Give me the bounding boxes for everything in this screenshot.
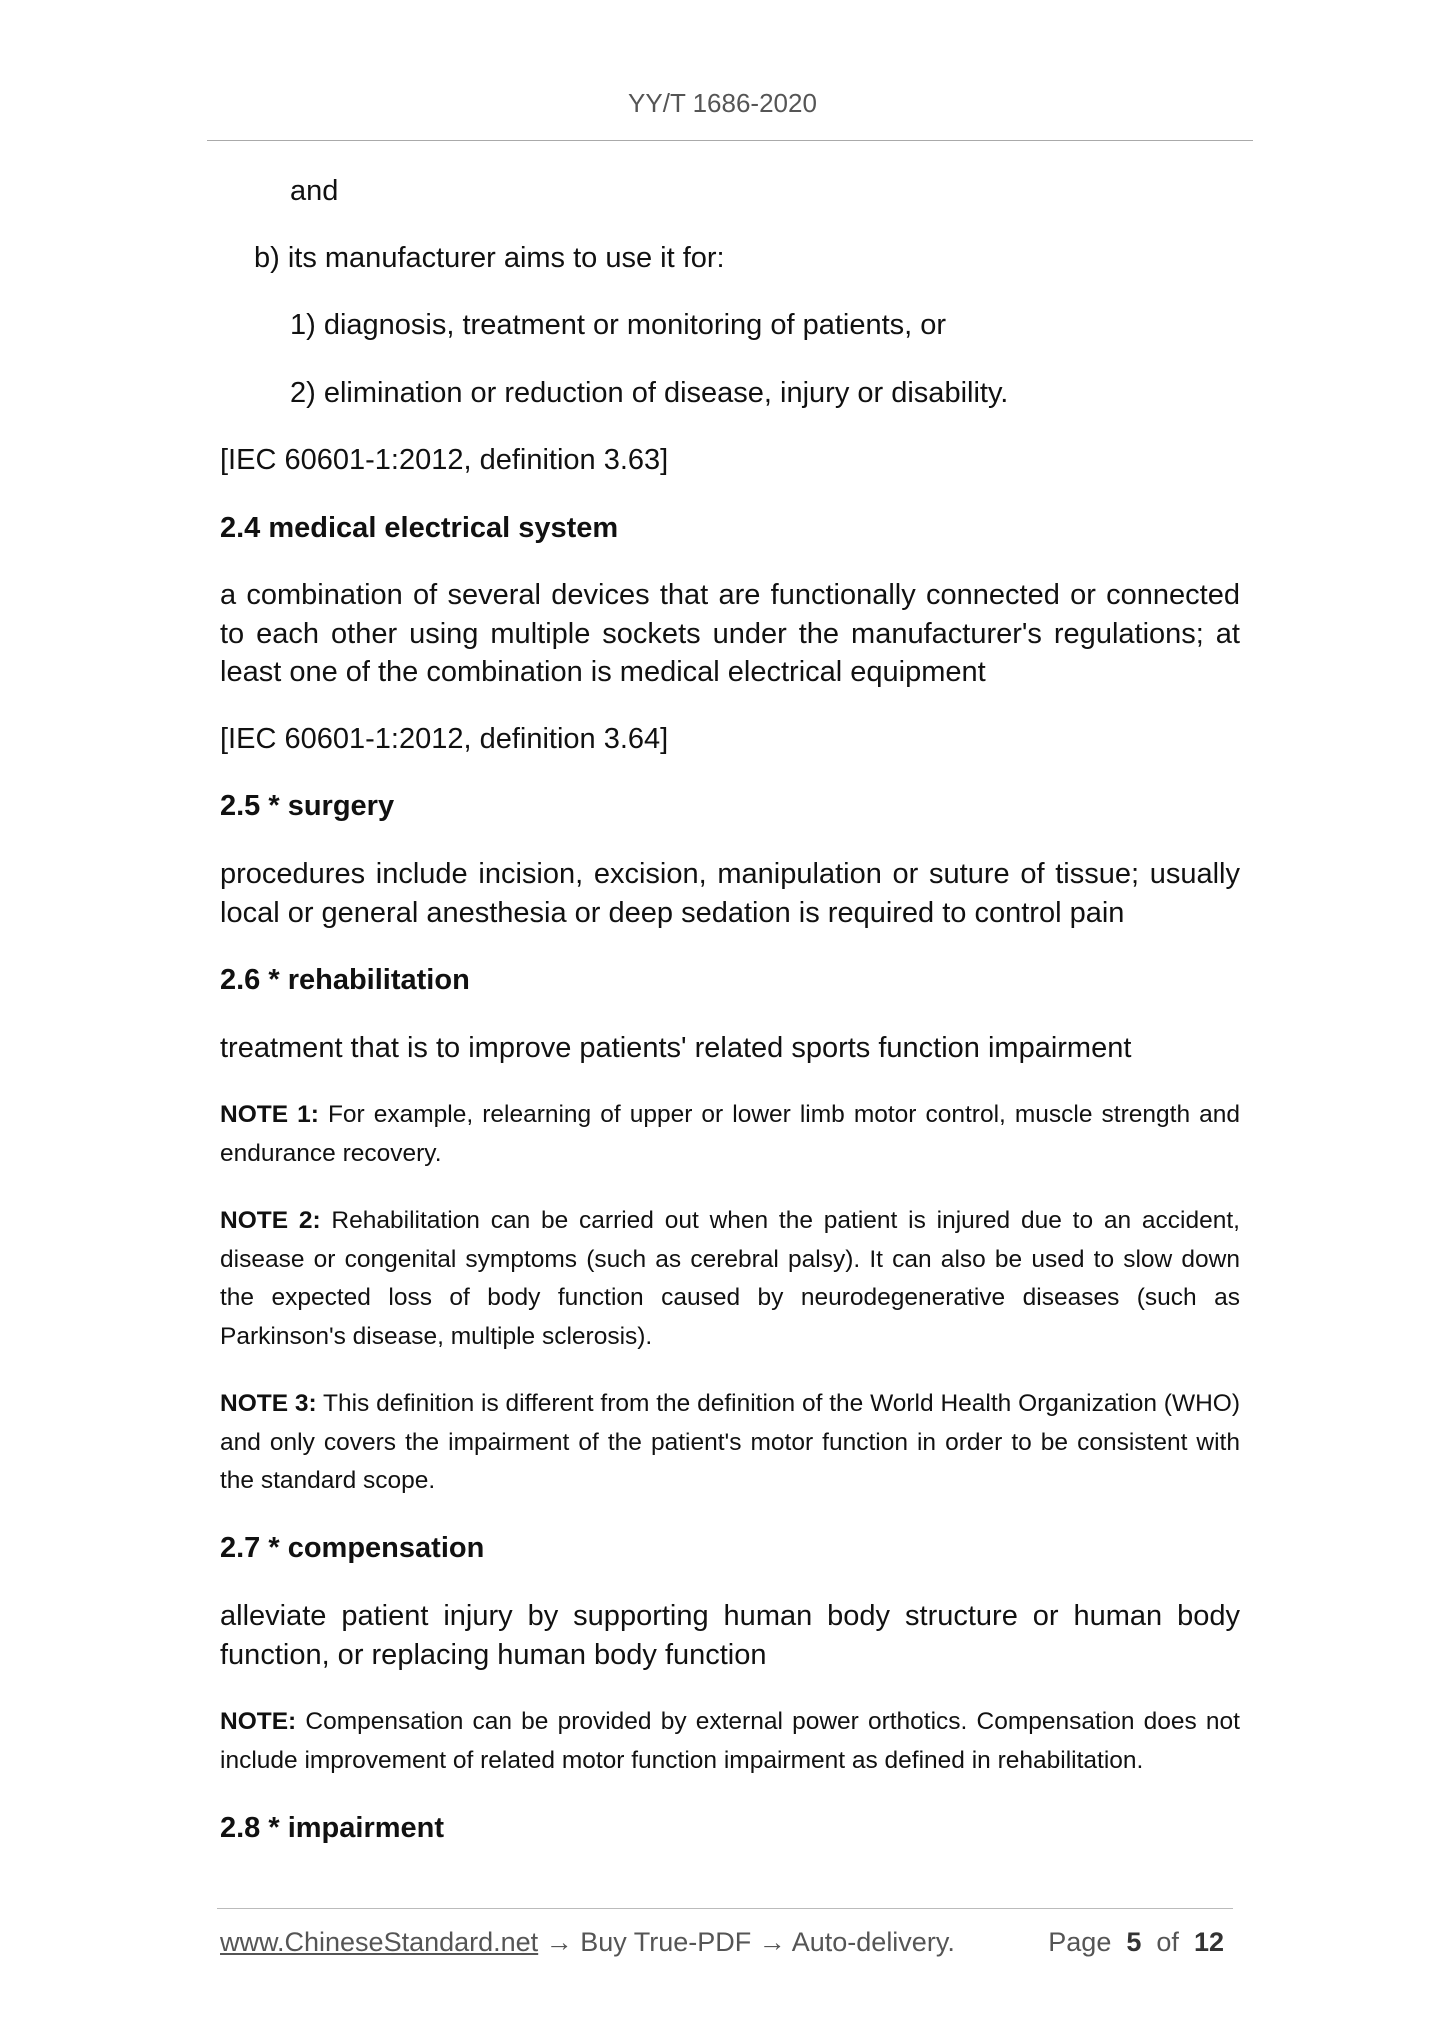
note-compensation-label: NOTE: — [220, 1708, 297, 1735]
note-2-label: NOTE 2: — [220, 1207, 321, 1234]
list-item-1: 1) diagnosis, treatment or monitoring of patients, or — [290, 309, 947, 341]
page-word: Page — [1048, 1927, 1112, 1957]
total-page-count: 12 — [1193, 1927, 1224, 1957]
section-heading-2-6: 2.6 * rehabilitation — [220, 964, 470, 996]
definition-2-6: treatment that is to improve patients' related sports function impairment — [220, 1032, 1132, 1064]
note-1-text: For example, relearning of upper or lower limb motor control, muscle strength and endurance recovery. — [220, 1101, 1240, 1167]
section-heading-2-5: 2.5 * surgery — [220, 790, 395, 822]
footer-promo — [220, 1927, 955, 1958]
note-2 — [220, 1202, 1240, 1356]
website-link[interactable]: www.ChineseStandard.net — [220, 1927, 539, 1957]
note-3 — [220, 1385, 1240, 1501]
note-1 — [220, 1096, 1240, 1173]
note-3-text: This definition is different from the definition of the World Health Organization (WHO) and only covers the impairment of the patient's motor function in order to be consistent with the standard scope. — [220, 1390, 1240, 1494]
definition-2-5: procedures include incision, excision, manipulation or suture of tissue; usually local or general anesthesia or deep sedation is required to control pain — [220, 858, 1240, 929]
current-page-number: 5 — [1126, 1927, 1142, 1957]
footer-promo-text: → Buy True-PDF → Auto-delivery. — [538, 1927, 955, 1957]
of-word: of — [1156, 1927, 1179, 1957]
list-item-2: 2) elimination or reduction of disease, injury or disability. — [290, 377, 1009, 409]
note-compensation — [220, 1703, 1240, 1780]
note-1-label: NOTE 1: — [220, 1101, 319, 1128]
reference-3-63: [IEC 60601-1:2012, definition 3.63] — [220, 444, 669, 476]
note-2-text: Rehabilitation can be carried out when the patient is injured due to an accident, disease or congenital symptoms (such as cerebral palsy). It can also be used to slow down the expected loss of body function caused by neurodegenerative diseases (such as Parkinson's disease, multiple sclerosis). — [220, 1207, 1240, 1350]
header-divider — [207, 140, 1253, 141]
definition-2-7: alleviate patient injury by supporting human body structure or human body function, or replacing human body function — [220, 1600, 1240, 1671]
note-3-label: NOTE 3: — [220, 1390, 317, 1417]
footer-divider — [217, 1908, 1233, 1909]
reference-3-64: [IEC 60601-1:2012, definition 3.64] — [220, 723, 669, 755]
list-item-b: b) its manufacturer aims to use it for: — [254, 242, 725, 274]
page-indicator — [1048, 1927, 1224, 1958]
definition-2-4: a combination of several devices that are functionally connected or connected to each other using multiple sockets under the manufacturer's regulations; at least one of the combination is medical electrical equipment — [220, 579, 1240, 688]
note-compensation-text: Compensation can be provided by external power orthotics. Compensation does not include improvement of related motor function impairment as defined in rehabilitation. — [220, 1708, 1240, 1774]
section-heading-2-4: 2.4 medical electrical system — [220, 512, 619, 544]
section-heading-2-8: 2.8 * impairment — [220, 1812, 445, 1844]
section-heading-2-7: 2.7 * compensation — [220, 1532, 485, 1564]
document-id-header: YY/T 1686-2020 — [628, 88, 817, 118]
continuation-text: and — [290, 175, 339, 207]
